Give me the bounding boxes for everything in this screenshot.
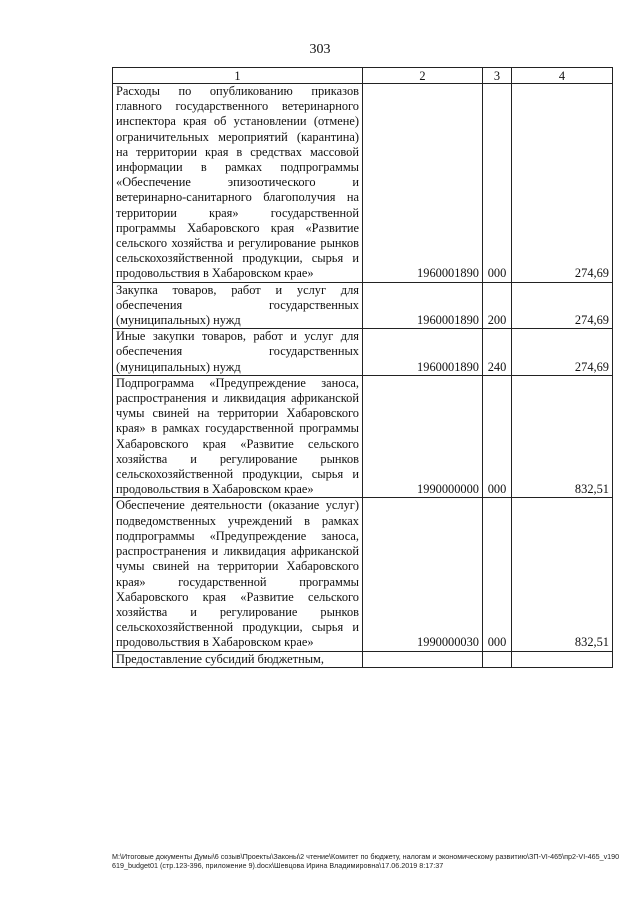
table-row [113, 282, 613, 329]
table-row [113, 375, 613, 498]
row-description: Закупка товаров, работ и услуг для обеспечения государственных (муниципальных) нужд [113, 282, 363, 329]
table-row [113, 498, 613, 651]
row-amount: 832,51 [512, 498, 613, 651]
row-amount: 274,69 [512, 329, 613, 376]
row-target-code: 1990000030 [363, 498, 483, 651]
row-expense-type: 240 [483, 329, 512, 376]
budget-table [112, 67, 613, 668]
header-col-2: 2 [363, 68, 483, 84]
table-row [113, 329, 613, 376]
table-row [113, 84, 613, 283]
header-col-3: 3 [483, 68, 512, 84]
header-col-4: 4 [512, 68, 613, 84]
row-expense-type: 000 [483, 375, 512, 498]
header-col-1: 1 [113, 68, 363, 84]
row-expense-type: 000 [483, 84, 512, 283]
table-header-row [113, 68, 613, 84]
row-expense-type [483, 651, 512, 667]
row-target-code [363, 651, 483, 667]
row-target-code: 1990000000 [363, 375, 483, 498]
row-description: Расходы по опубликованию приказов главного государственного ветеринарного инспектора края об установлении (отмене) ограничительных мероприятий (карантина) на территории края в средствах массовой информации в рамках подпрограммы «Обеспечение эпизоотического и ветеринарно-санитарного благополучия на территории края» государственной программы Хабаровского края «Развитие сельского хозяйства и регулирование рынков сельскохозяйственной продукции, сырья и продовольствия в Хабаровском крае» [113, 84, 363, 283]
page-number: 303 [309, 42, 331, 57]
document-file-path: M:\Итоговые документы Думы\6 созыв\Проекты\Законы\2 чтение\Комитет по бюджету, налогам и экономическому развитию\ЗП-VI-465\пр2-VI-465_v190619_budget01 (стр.123-396, приложение 9).docx\Шевцова Ирина Владимировна\17.06.2019 8:17:37 [112, 852, 620, 870]
row-target-code: 1960001890 [363, 84, 483, 283]
table-row [113, 651, 613, 667]
row-description: Обеспечение деятельности (оказание услуг) подведомственных учреждений в рамках подпрограммы «Предупреждение заноса, распространения и ликвидация африканской чумы свиней на территории Хабаровского края» государственной программы Хабаровского края «Развитие сельского хозяйства и регулирование рынков сельскохозяйственной продукции, сырья и продовольствия в Хабаровском крае» [113, 498, 363, 651]
row-target-code: 1960001890 [363, 329, 483, 376]
row-description: Предоставление субсидий бюджетным, [113, 651, 363, 667]
row-expense-type: 200 [483, 282, 512, 329]
row-description: Иные закупки товаров, работ и услуг для обеспечения государственных (муниципальных) нужд [113, 329, 363, 376]
row-amount: 274,69 [512, 84, 613, 283]
row-expense-type: 000 [483, 498, 512, 651]
row-amount: 832,51 [512, 375, 613, 498]
row-amount [512, 651, 613, 667]
row-target-code: 1960001890 [363, 282, 483, 329]
row-description: Подпрограмма «Предупреждение заноса, распространения и ликвидация африканской чумы свиней на территории Хабаровского края» в рамках государственной программы Хабаровского края «Развитие сельского хозяйства и регулирование рынков сельскохозяйственной продукции, сырья и продовольствия в Хабаровском крае» [113, 375, 363, 498]
row-amount: 274,69 [512, 282, 613, 329]
